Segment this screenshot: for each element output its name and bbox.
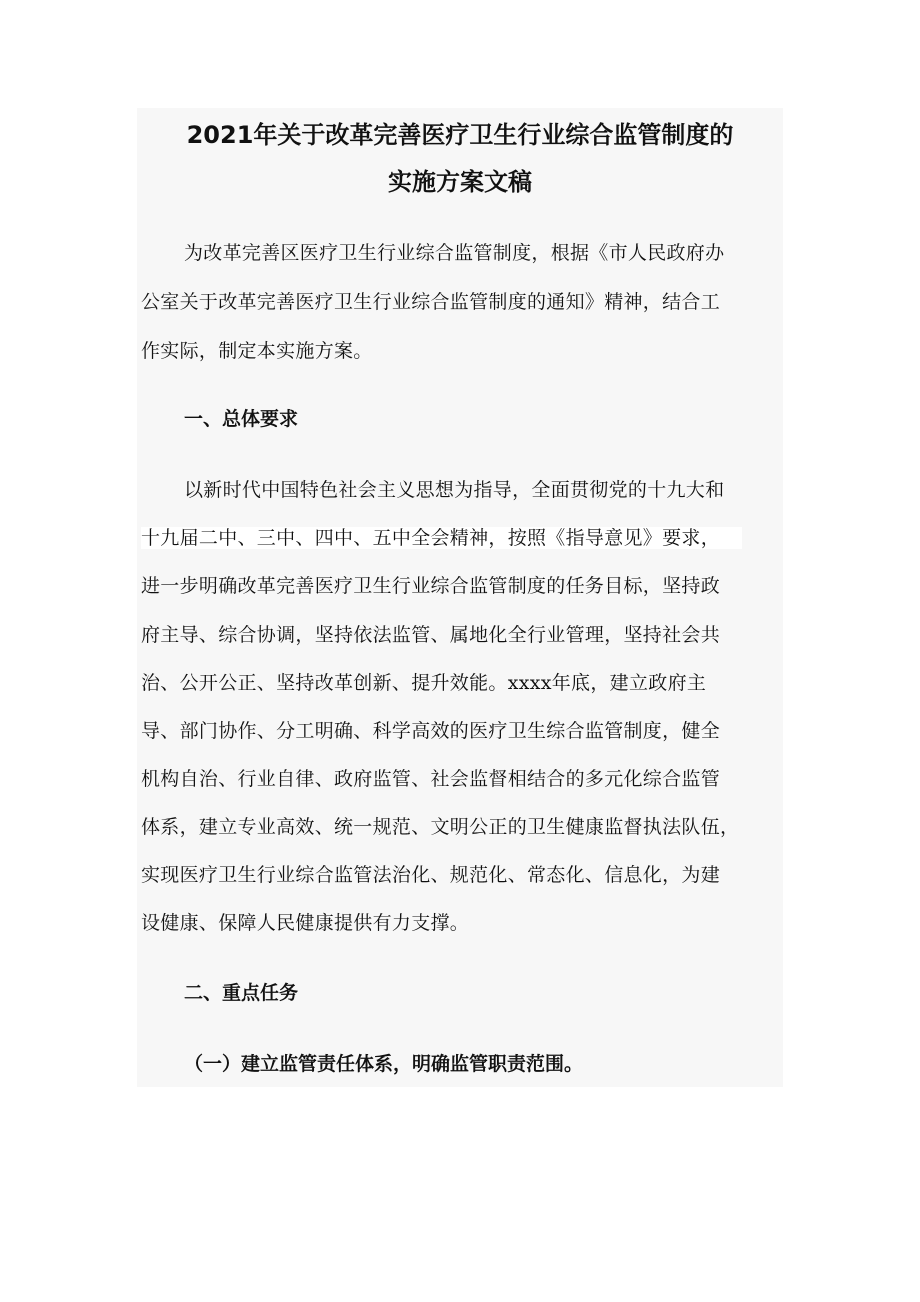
section-1-paragraph-line: 设健康、保障人民健康提供有力支撑。 <box>141 912 470 934</box>
intro-paragraph-line: 公室关于改革完善医疗卫生行业综合监管制度的通知》精神，结合工 <box>141 291 721 313</box>
section-1-paragraph-text: 十九届二中、三中、四中、五中全会精神，按照《指导意见》要求， <box>141 527 742 549</box>
section-heading-overall-requirements: 一、总体要求 <box>184 408 299 430</box>
section-1-paragraph-line: 体系，建立专业高效、统一规范、文明公正的卫生健康监督执法队伍， <box>141 816 740 838</box>
section-1-paragraph-line: 以新时代中国特色社会主义思想为指导，全面贯彻党的十九大和 <box>184 479 725 501</box>
section-1-paragraph-line: 机构自治、行业自律、政府监管、社会监督相结合的多元化综合监管 <box>141 768 721 790</box>
section-1-paragraph-line <box>141 523 781 553</box>
section-1-paragraph-line: 治、公开公正、坚持改革创新、提升效能。xxxx年底，建立政府主 <box>141 672 707 694</box>
section-1-paragraph-line: 实现医疗卫生行业综合监管法治化、规范化、常态化、信息化，为建 <box>141 864 721 886</box>
section-1-paragraph-line: 府主导、综合协调，坚持依法监管、属地化全行业管理，坚持社会共 <box>141 624 721 646</box>
section-1-paragraph-line: 进一步明确改革完善医疗卫生行业综合监管制度的任务目标，坚持政 <box>141 575 721 597</box>
document-title-line-1: 2021年关于改革完善医疗卫生行业综合监管制度的 <box>186 121 734 149</box>
document-title-line-2: 实施方案文稿 <box>388 168 532 196</box>
subsection-heading: （一）建立监管责任体系，明确监管职责范围。 <box>184 1053 584 1075</box>
section-1-paragraph-line: 导、部门协作、分工明确、科学高效的医疗卫生综合监管制度，健全 <box>141 720 721 742</box>
section-heading-key-tasks: 二、重点任务 <box>184 982 299 1004</box>
intro-paragraph-line: 为改革完善区医疗卫生行业综合监管制度，根据《市人民政府办 <box>184 242 725 264</box>
intro-paragraph-line: 作实际，制定本实施方案。 <box>141 340 373 362</box>
